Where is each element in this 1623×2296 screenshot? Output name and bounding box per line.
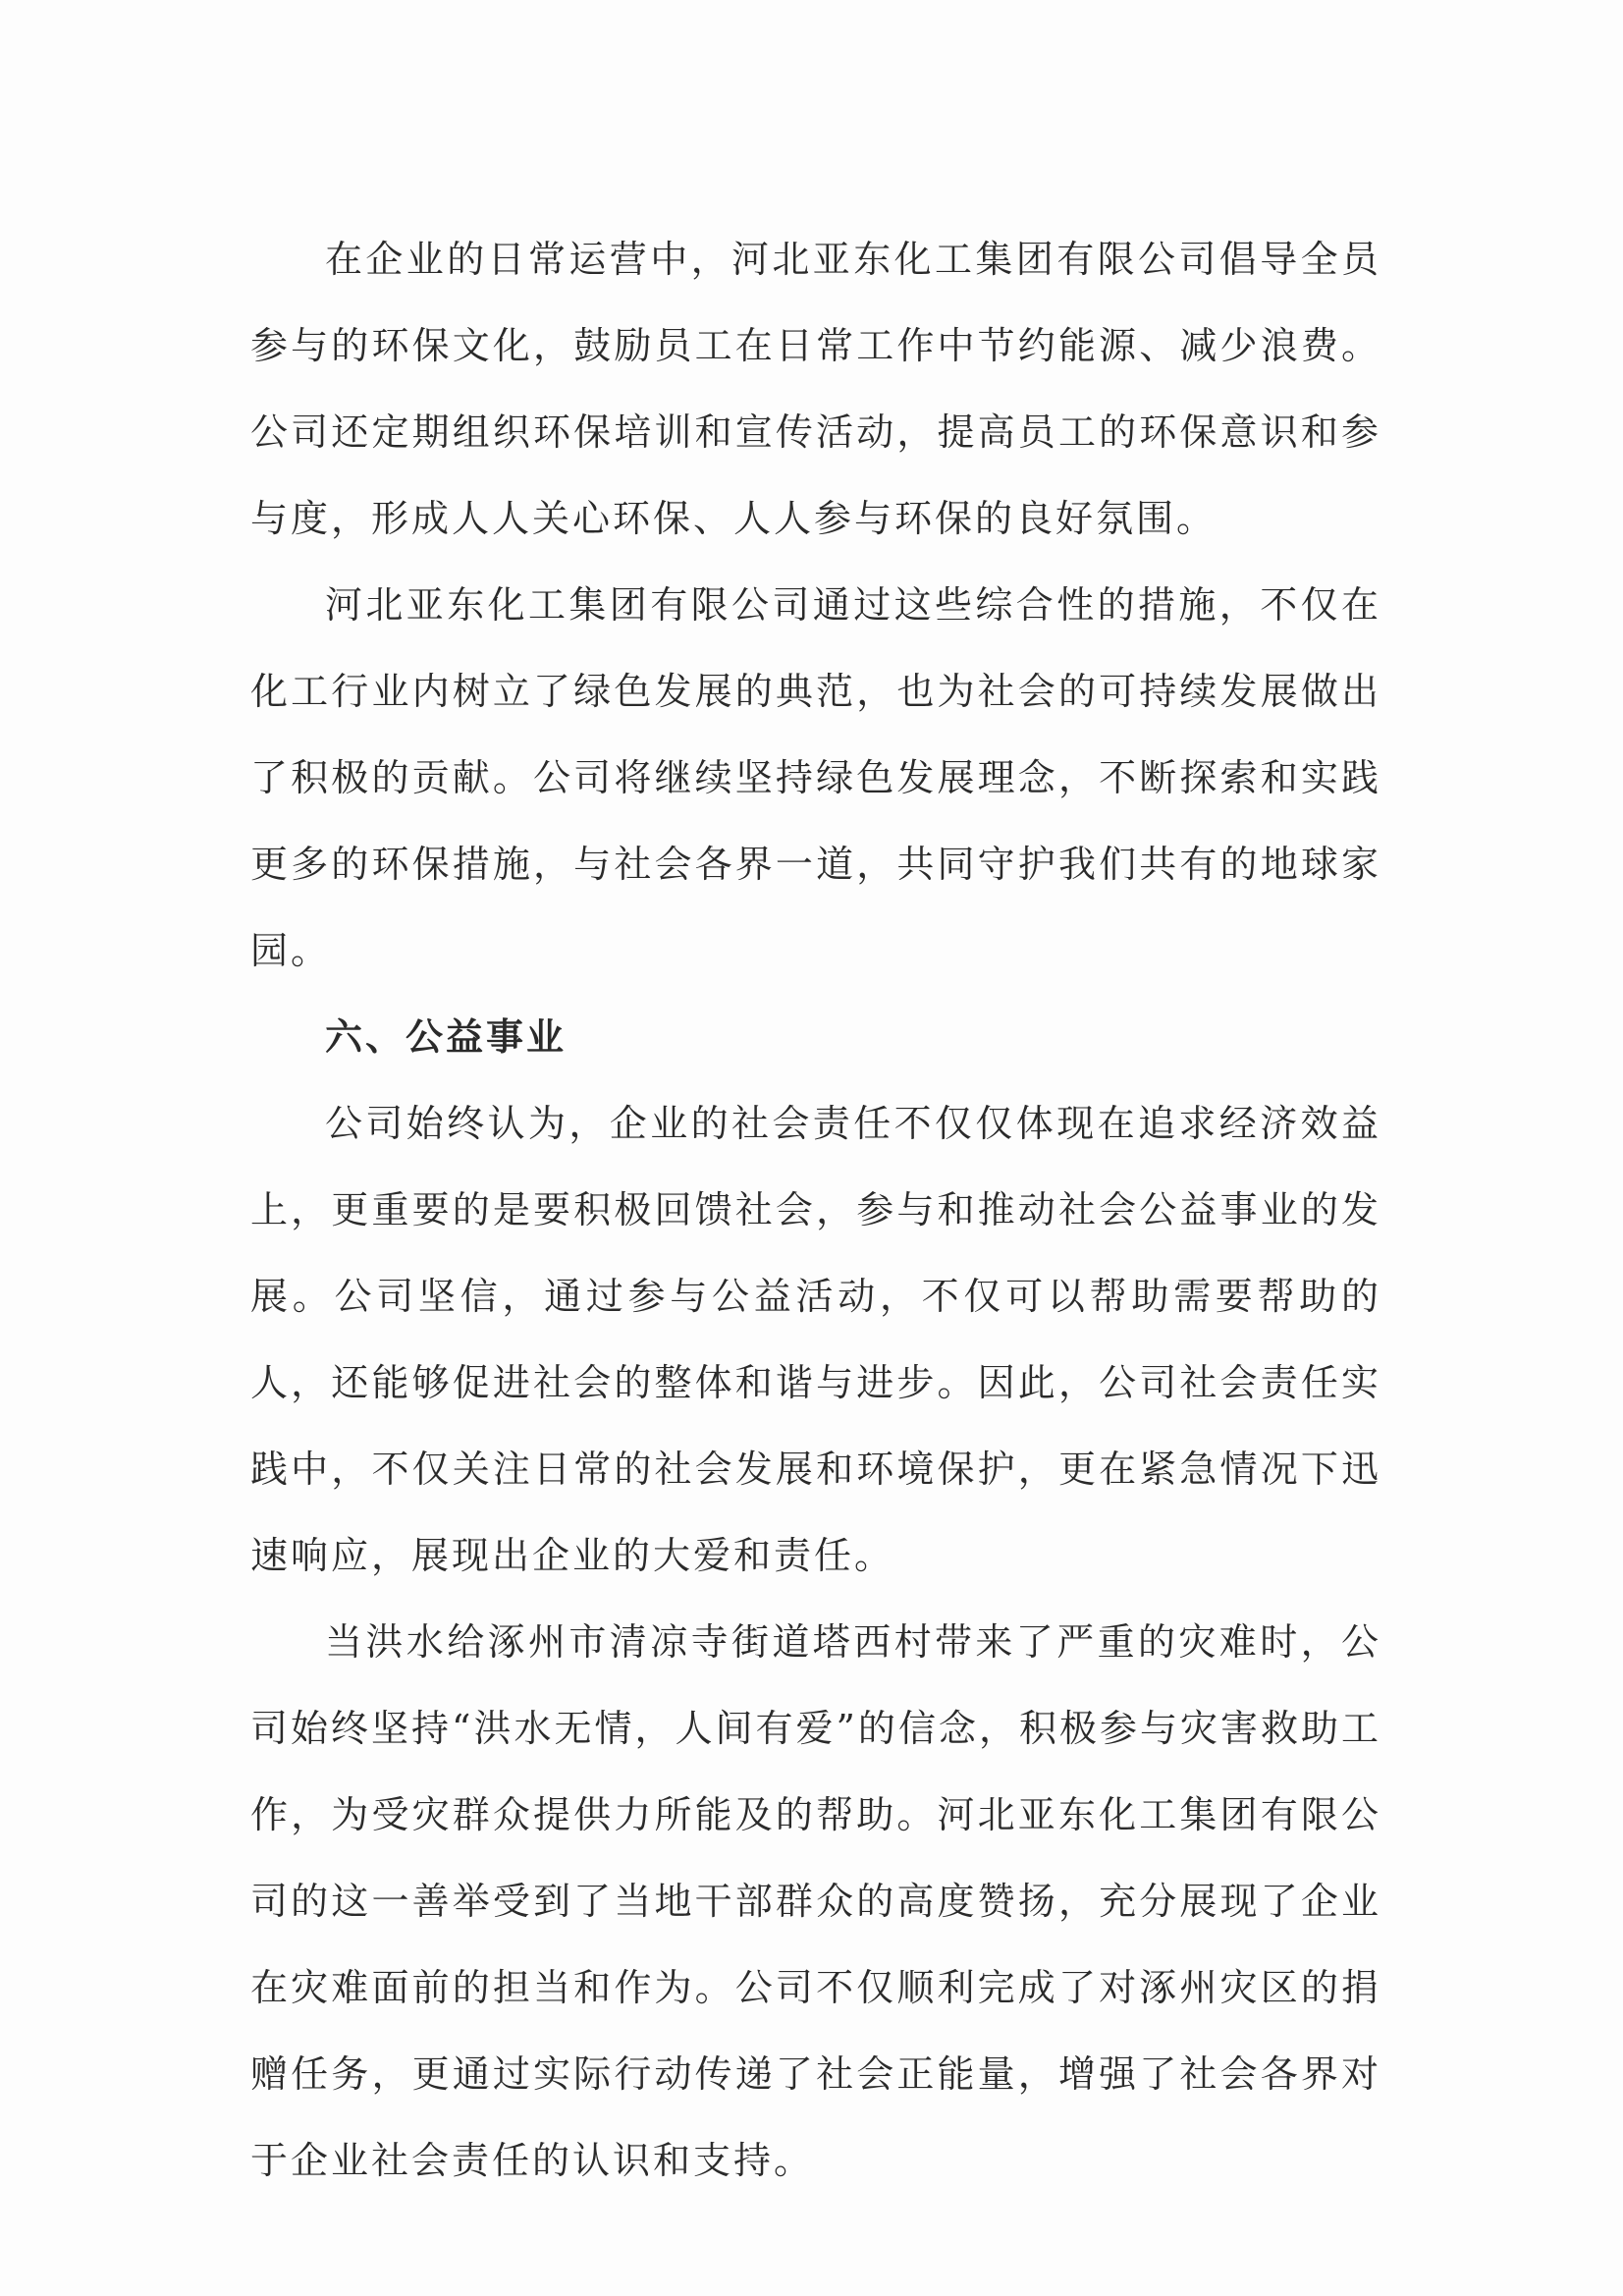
section-heading: 六、公益事业 — [325, 1015, 568, 1059]
paragraph-flood-relief: 当洪水给涿州市清凉寺街道塔西村带来了严重的灾难时，公司始终坚持“洪水无情，人间有爱”的信念，积极参与灾害救助工作，为受灾群众提供力所能及的帮助。河北亚东化工集团有限公司的这一善举受到了当地干部群众的高度赞扬，充分展现了企业在灾难面前的担当和作为。公司不仅顺利完成了对涿州灾区的捐赠任务，更通过实际行动传递了社会正能量，增强了社会各界对于企业社会责任的认识和支持。 — [250, 1620, 1381, 2182]
paragraph-green-development: 河北亚东化工集团有限公司通过这些综合性的措施，不仅在化工行业内树立了绿色发展的典范，也为社会的可持续发展做出了积极的贡献。公司将继续坚持绿色发展理念，不断探索和实践更多的环保措施，与社会各界一道，共同守护我们共有的地球家园。 — [250, 583, 1381, 972]
document-body — [250, 216, 1381, 2204]
paragraph-social-responsibility: 公司始终认为，企业的社会责任不仅仅体现在追求经济效益上，更重要的是要积极回馈社会，参与和推动社会公益事业的发展。公司坚信，通过参与公益活动，不仅可以帮助需要帮助的人，还能够促进社会的整体和谐与进步。因此，公司社会责任实践中，不仅关注日常的社会发展和环境保护，更在紧急情况下迅速响应，展现出企业的大爱和责任。 — [250, 1102, 1381, 1577]
paragraph-environment-culture: 在企业的日常运营中，河北亚东化工集团有限公司倡导全员参与的环保文化，鼓励员工在日常工作中节约能源、减少浪费。公司还定期组织环保培训和宣传活动，提高员工的环保意识和参与度，形成人人关心环保、人人参与环保的良好氛围。 — [250, 238, 1381, 540]
